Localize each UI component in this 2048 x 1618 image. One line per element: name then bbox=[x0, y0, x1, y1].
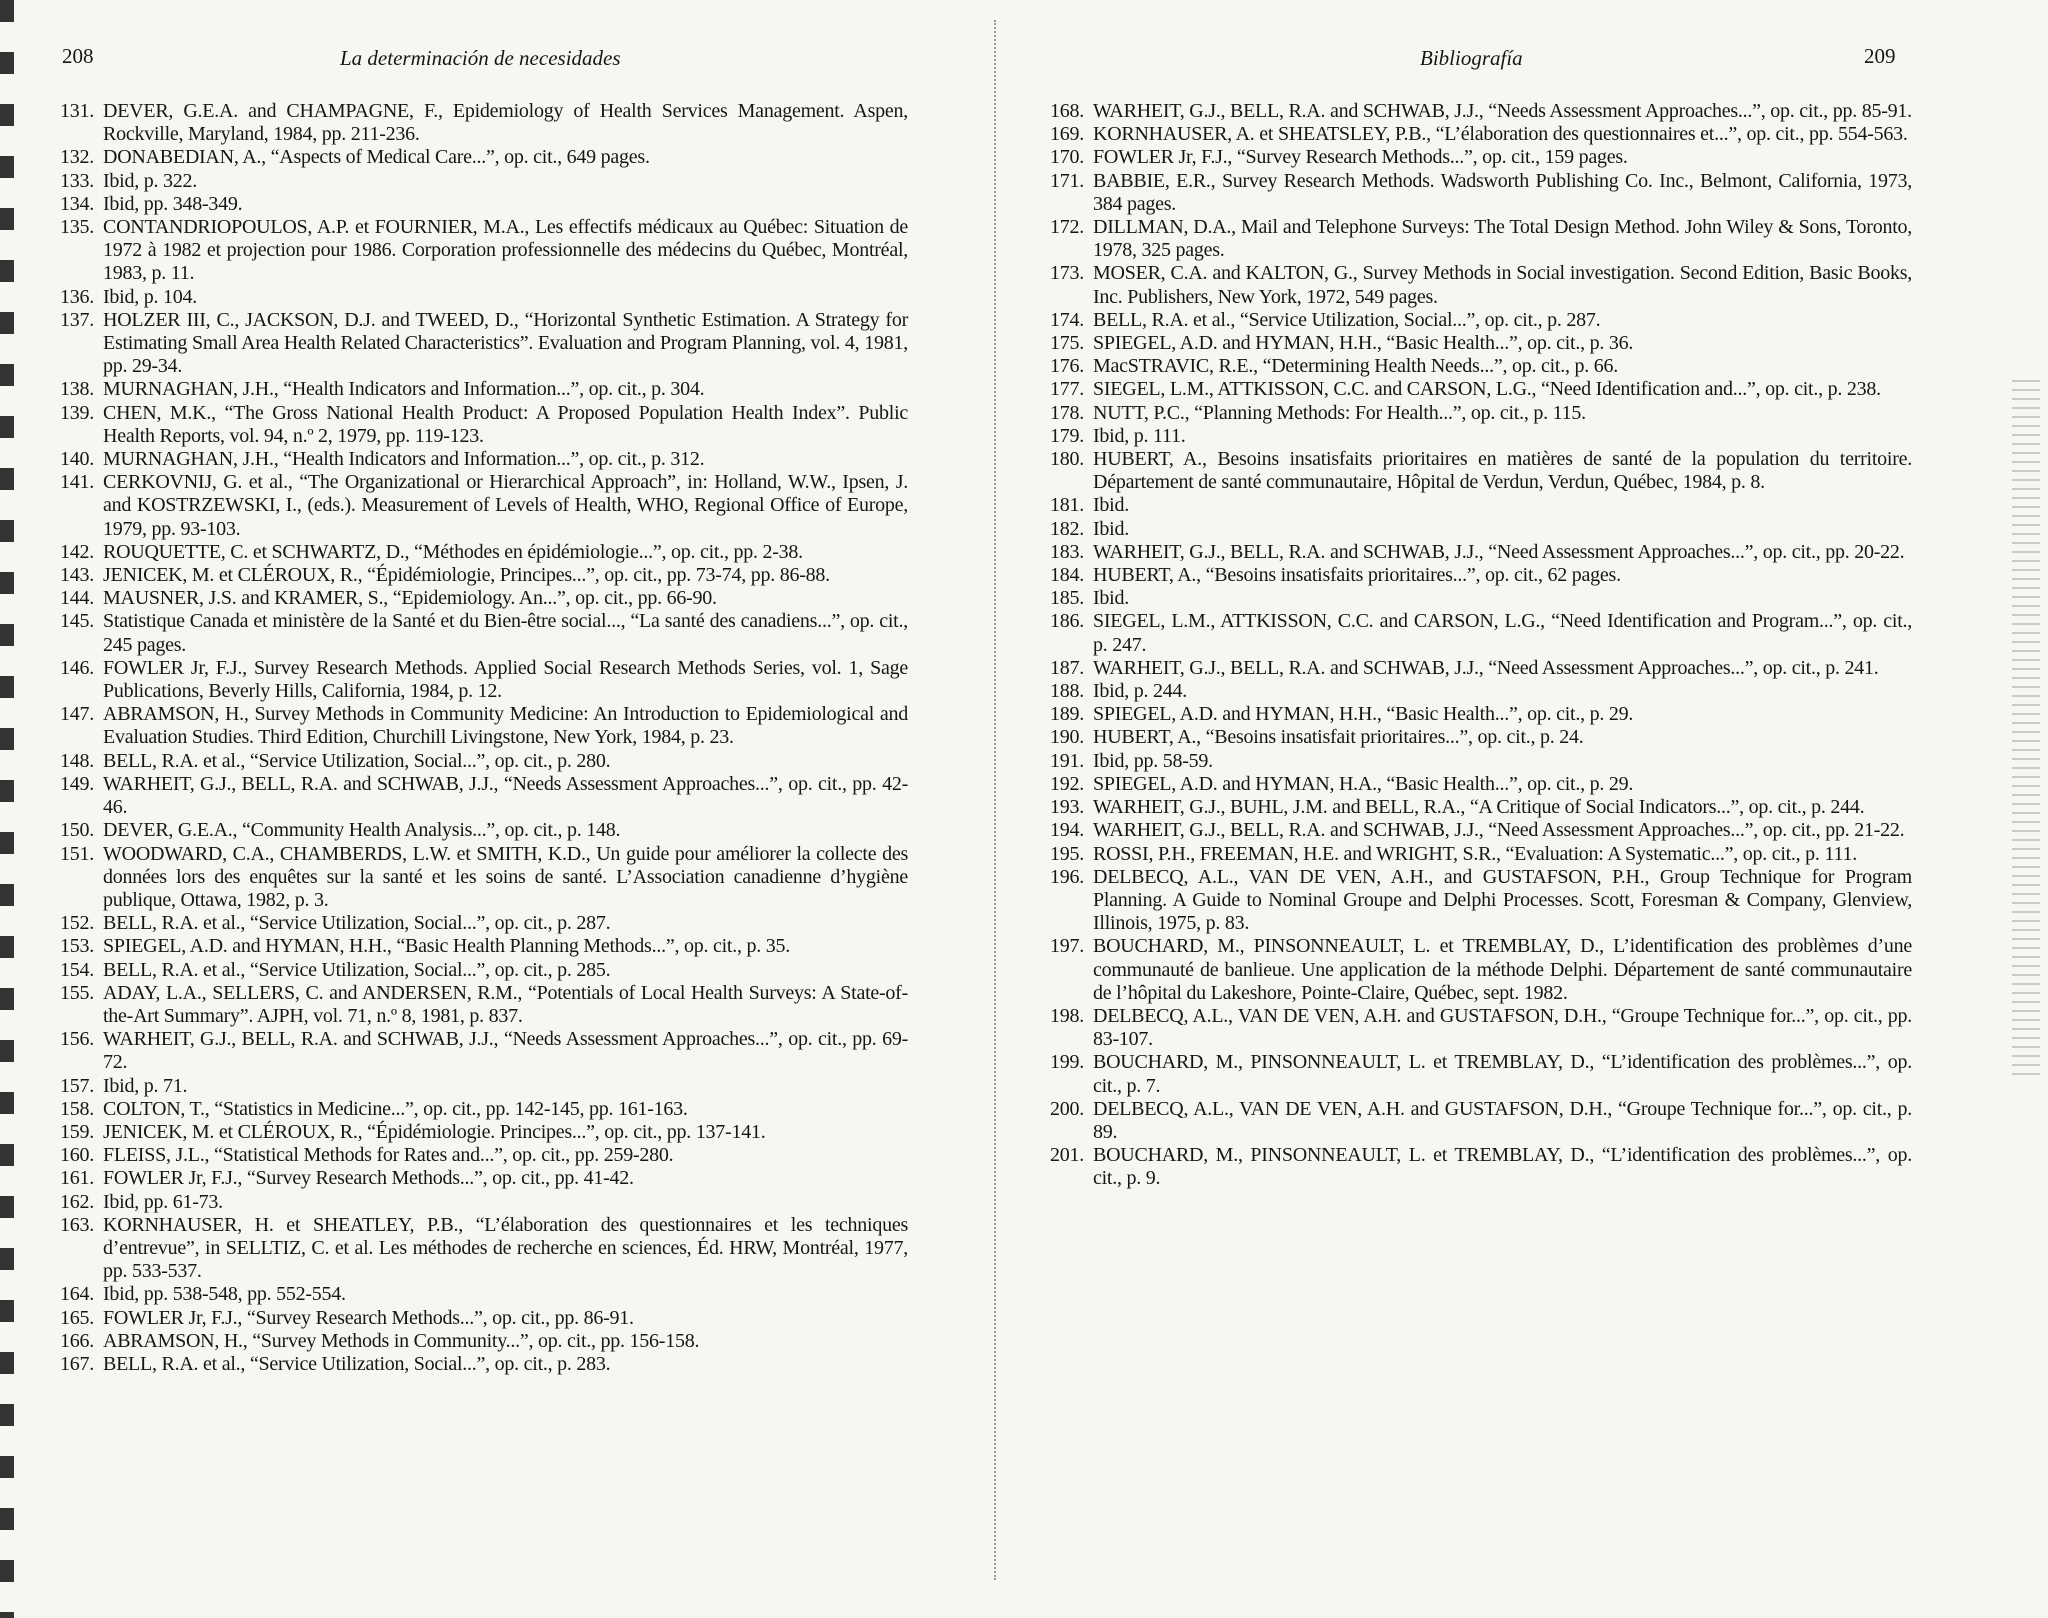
entry-text: FOWLER Jr, F.J., Survey Research Methods. Applied Social Research Methods Series, vol. 1, Sage Publications, Beverly Hills, California, 1984, p. 12. bbox=[103, 656, 908, 703]
entry-number: 165. bbox=[60, 1306, 94, 1329]
entry-number: 182. bbox=[1050, 517, 1084, 540]
entry-number: 195. bbox=[1050, 842, 1084, 865]
entry-number: 183. bbox=[1050, 540, 1084, 563]
entry-number: 152. bbox=[60, 912, 94, 935]
entry-text: BELL, R.A. et al., “Service Utilization, Social...”, op. cit., p. 280. bbox=[103, 749, 611, 772]
entry-number: 175. bbox=[1050, 332, 1084, 355]
entry-number: 149. bbox=[60, 772, 94, 795]
entry-number: 184. bbox=[1050, 564, 1084, 587]
entry-number: 199. bbox=[1050, 1051, 1084, 1074]
bibliography-entry bbox=[1050, 1098, 1912, 1144]
bibliography-entry bbox=[1050, 309, 1912, 332]
entry-number: 135. bbox=[60, 216, 94, 239]
entry-number: 132. bbox=[60, 146, 94, 169]
bibliography-entry bbox=[1050, 1144, 1912, 1190]
entry-number: 146. bbox=[60, 656, 94, 679]
entry-number: 171. bbox=[1050, 169, 1084, 192]
entry-text: Ibid, p. 111. bbox=[1093, 424, 1186, 447]
entry-text: ABRAMSON, H., Survey Methods in Community Medicine: An Introduction to Epidemiological and Evaluation Studies. Third Edition, Churchill Livingstone, New York, 1984, p. 23. bbox=[103, 703, 908, 749]
entry-number: 192. bbox=[1050, 772, 1084, 795]
bibliography-entry bbox=[1050, 935, 1912, 1005]
bibliography-entry bbox=[1050, 448, 1912, 494]
bibliography-entry bbox=[60, 448, 908, 471]
entry-text: NUTT, P.C., “Planning Methods: For Health...”, op. cit., p. 115. bbox=[1093, 401, 1586, 424]
entry-number: 131. bbox=[60, 100, 94, 122]
entry-text: COLTON, T., “Statistics in Medicine...”, op. cit., pp. 142-145, pp. 161-163. bbox=[103, 1097, 688, 1120]
entry-text: ROSSI, P.H., FREEMAN, H.E. and WRIGHT, S.R., “Evaluation: A Systematic...”, op. cit., p. 111. bbox=[1093, 842, 1857, 865]
entry-text: MOSER, C.A. and KALTON, G., Survey Methods in Social investigation. Second Edition, Basic Books, Inc. Publishers, New York, 1972, 549 pages. bbox=[1093, 262, 1912, 308]
bibliography-entry bbox=[60, 100, 908, 146]
entry-text: SIEGEL, L.M., ATTKISSON, C.C. and CARSON, L.G., “Need Identification and...”, op. cit., p. 238. bbox=[1093, 378, 1881, 401]
entry-number: 178. bbox=[1050, 401, 1084, 424]
bibliography-entry bbox=[1050, 726, 1912, 749]
entry-number: 196. bbox=[1050, 865, 1084, 888]
entry-number: 157. bbox=[60, 1074, 94, 1097]
entry-text: HUBERT, A., “Besoins insatisfait prioritaires...”, op. cit., p. 24. bbox=[1093, 726, 1584, 749]
entry-text: HUBERT, A., “Besoins insatisfaits prioritaires...”, op. cit., 62 pages. bbox=[1093, 564, 1621, 587]
bibliography-entry bbox=[1050, 703, 1912, 726]
entry-number: 138. bbox=[60, 378, 94, 401]
bibliography-entry bbox=[1050, 657, 1912, 680]
entry-number: 164. bbox=[60, 1283, 94, 1306]
bibliography-list bbox=[60, 100, 908, 1376]
entry-text: FOWLER Jr, F.J., “Survey Research Methods...”, op. cit., 159 pages. bbox=[1093, 146, 1628, 169]
bibliography-entry bbox=[1050, 773, 1912, 796]
entry-number: 201. bbox=[1050, 1144, 1084, 1167]
bibliography-entry bbox=[1050, 216, 1912, 262]
entry-text: MURNAGHAN, J.H., “Health Indicators and Information...”, op. cit., p. 304. bbox=[103, 378, 705, 401]
entry-text: WARHEIT, G.J., BELL, R.A. and SCHWAB, J.J., “Needs Assessment Approaches...”, op. cit., pp. 42-46. bbox=[103, 772, 908, 819]
entry-number: 194. bbox=[1050, 819, 1084, 842]
bibliography-entry bbox=[60, 146, 908, 169]
bibliography-entry bbox=[60, 541, 908, 564]
entry-number: 189. bbox=[1050, 703, 1084, 726]
bibliography-entry bbox=[60, 1144, 908, 1167]
entry-number: 133. bbox=[60, 169, 94, 192]
entry-number: 160. bbox=[60, 1144, 94, 1167]
bibliography-entry bbox=[60, 564, 908, 587]
entry-text: DELBECQ, A.L., VAN DE VEN, A.H. and GUSTAFSON, D.H., “Groupe Technique for...”, op. cit., p. 89. bbox=[1093, 1097, 1912, 1143]
entry-number: 179. bbox=[1050, 424, 1084, 447]
entry-text: MURNAGHAN, J.H., “Health Indicators and Information...”, op. cit., p. 312. bbox=[103, 448, 705, 471]
bibliography-entry bbox=[60, 982, 908, 1028]
bibliography-entry bbox=[60, 1167, 908, 1190]
entry-text: Ibid, pp. 538-548, pp. 552-554. bbox=[103, 1283, 346, 1306]
entry-text: SPIEGEL, A.D. and HYMAN, H.H., “Basic Health...”, op. cit., p. 29. bbox=[1093, 703, 1634, 726]
entry-number: 143. bbox=[60, 564, 94, 587]
entry-number: 185. bbox=[1050, 587, 1084, 610]
entry-text: JENICEK, M. et CLÉROUX, R., “Épidémiologie, Principes...”, op. cit., pp. 73-74, pp. 86-88. bbox=[103, 564, 830, 587]
entry-number: 191. bbox=[1050, 749, 1084, 772]
entry-text: Ibid. bbox=[1093, 587, 1129, 610]
bibliography-entry bbox=[60, 216, 908, 286]
bibliography-entry bbox=[60, 750, 908, 773]
entry-text: Ibid. bbox=[1093, 517, 1129, 540]
bibliography-entry bbox=[1050, 355, 1912, 378]
page-number: 208 bbox=[62, 44, 94, 68]
entry-number: 159. bbox=[60, 1120, 94, 1143]
bibliography-entry bbox=[60, 309, 908, 379]
entry-text: BELL, R.A. et al., “Service Utilization, Social...”, op. cit., p. 285. bbox=[103, 958, 611, 981]
entry-text: SPIEGEL, A.D. and HYMAN, H.H., “Basic Health Planning Methods...”, op. cit., p. 35. bbox=[103, 935, 790, 958]
bibliography-entry bbox=[1050, 262, 1912, 308]
entry-number: 156. bbox=[60, 1028, 94, 1051]
entry-number: 190. bbox=[1050, 726, 1084, 749]
bibliography-entry bbox=[1050, 750, 1912, 773]
bibliography-entry bbox=[1050, 564, 1912, 587]
bibliography-entry bbox=[1050, 1051, 1912, 1097]
bibliography-entry bbox=[1050, 541, 1912, 564]
entry-number: 177. bbox=[1050, 378, 1084, 401]
right-page bbox=[1010, 0, 2048, 1618]
entry-text: BABBIE, E.R., Survey Research Methods. Wadsworth Publishing Co. Inc., Belmont, California, 1973, 384 pages. bbox=[1093, 169, 1912, 215]
bibliography-entry bbox=[60, 1283, 908, 1306]
entry-text: Ibid, p. 322. bbox=[103, 169, 197, 192]
bibliography-entry bbox=[1050, 332, 1912, 355]
entry-text: Ibid, p. 244. bbox=[1093, 680, 1187, 703]
bibliography-entry bbox=[1050, 123, 1912, 146]
bibliography-entry bbox=[60, 610, 908, 656]
entry-text: JENICEK, M. et CLÉROUX, R., “Épidémiologie. Principes...”, op. cit., pp. 137-141. bbox=[103, 1120, 766, 1143]
bibliography-entry bbox=[60, 378, 908, 401]
entry-number: 137. bbox=[60, 308, 94, 331]
entry-number: 154. bbox=[60, 958, 94, 981]
entry-text: CHEN, M.K., “The Gross National Health Product: A Proposed Population Health Index”. Public Health Reports, vol. 94, n.º 2, 1979, pp. 119-123. bbox=[103, 401, 908, 447]
bibliography-entry bbox=[60, 1330, 908, 1353]
bibliography-entry bbox=[60, 587, 908, 610]
bibliography-entry bbox=[60, 1075, 908, 1098]
entry-number: 167. bbox=[60, 1352, 94, 1375]
entry-text: DELBECQ, A.L., VAN DE VEN, A.H. and GUSTAFSON, D.H., “Groupe Technique for...”, op. cit., pp. 83-107. bbox=[1093, 1004, 1912, 1051]
entry-text: ABRAMSON, H., “Survey Methods in Community...”, op. cit., pp. 156-158. bbox=[103, 1329, 700, 1352]
bibliography-entry bbox=[60, 843, 908, 913]
entry-number: 161. bbox=[60, 1167, 94, 1190]
entry-number: 169. bbox=[1050, 123, 1084, 146]
entry-text: DEVER, G.E.A., “Community Health Analysis...”, op. cit., p. 148. bbox=[103, 819, 621, 842]
entry-number: 180. bbox=[1050, 448, 1084, 471]
bibliography-entry bbox=[60, 286, 908, 309]
entry-text: Ibid, p. 104. bbox=[103, 285, 197, 308]
bibliography-entry bbox=[60, 170, 908, 193]
entry-number: 200. bbox=[1050, 1097, 1084, 1120]
entry-text: KORNHAUSER, A. et SHEATSLEY, P.B., “L’élaboration des questionnaires et...”, op. cit., pp. 554-563. bbox=[1093, 123, 1908, 146]
entry-text: CERKOVNIJ, G. et al., “The Organizational or Hierarchical Approach”, in: Holland, W.W., Ipsen, J. and KOSTRZEWSKI, I., (eds.). Measurement of Levels of Health, WHO, Regional Office of Europe, 1979, pp. 93-103. bbox=[103, 471, 908, 540]
entry-text: FOWLER Jr, F.J., “Survey Research Methods...”, op. cit., pp. 41-42. bbox=[103, 1167, 634, 1190]
entry-number: 197. bbox=[1050, 935, 1084, 958]
bibliography-entry bbox=[1050, 587, 1912, 610]
entry-number: 168. bbox=[1050, 100, 1084, 122]
bibliography-list bbox=[1050, 100, 1912, 1191]
entry-number: 193. bbox=[1050, 796, 1084, 819]
entry-number: 188. bbox=[1050, 680, 1084, 703]
bibliography-entry bbox=[60, 935, 908, 958]
entry-text: SPIEGEL, A.D. and HYMAN, H.H., “Basic Health...”, op. cit., p. 36. bbox=[1093, 332, 1634, 355]
bibliography-entry bbox=[60, 1353, 908, 1376]
bibliography-entry bbox=[60, 1214, 908, 1284]
entry-text: BOUCHARD, M., PINSONNEAULT, L. et TREMBLAY, D., “L’identification des problèmes...”, op. cit., p. 7. bbox=[1093, 1051, 1912, 1097]
bibliography-entry bbox=[60, 193, 908, 216]
entry-text: Ibid, pp. 61-73. bbox=[103, 1190, 223, 1213]
entry-number: 147. bbox=[60, 703, 94, 726]
bibliography-entry bbox=[1050, 866, 1912, 936]
entry-text: DEVER, G.E.A. and CHAMPAGNE, F., Epidemiology of Health Services Management. Aspen, Rockville, Maryland, 1984, pp. 211-236. bbox=[103, 100, 908, 146]
entry-text: BOUCHARD, M., PINSONNEAULT, L. et TREMBLAY, D., L’identification des problèmes d’une communauté de banlieue. Une application de la méthode Delphi. Département de santé communautaire de l’hôpital du Lakeshore, Pointe-Claire, Québec, sept. 1982. bbox=[1093, 935, 1912, 1004]
entry-text: CONTANDRIOPOULOS, A.P. et FOURNIER, M.A., Les effectifs médicaux au Québec: Situation de 1972 à 1982 et projection pour 1986. Corporation professionnelle des médecins du Québec, Montréal, 1983, p. 11. bbox=[103, 216, 908, 285]
bibliography-entry bbox=[60, 402, 908, 448]
entry-number: 162. bbox=[60, 1190, 94, 1213]
bibliography-entry bbox=[1050, 425, 1912, 448]
bibliography-entry bbox=[1050, 680, 1912, 703]
entry-number: 142. bbox=[60, 540, 94, 563]
entry-number: 181. bbox=[1050, 494, 1084, 517]
entry-text: WARHEIT, G.J., BELL, R.A. and SCHWAB, J.J., “Need Assessment Approaches...”, op. cit., pp. 21-22. bbox=[1093, 819, 1905, 842]
entry-text: Ibid. bbox=[1093, 494, 1129, 517]
entry-text: BOUCHARD, M., PINSONNEAULT, L. et TREMBLAY, D., “L’identification des problèmes...”, op. cit., p. 9. bbox=[1093, 1144, 1912, 1190]
bibliography-entry bbox=[1050, 100, 1912, 123]
entry-number: 187. bbox=[1050, 656, 1084, 679]
entry-text: MacSTRAVIC, R.E., “Determining Health Needs...”, op. cit., p. 66. bbox=[1093, 355, 1618, 378]
left-page bbox=[0, 0, 1000, 1618]
entry-number: 139. bbox=[60, 401, 94, 424]
entry-number: 148. bbox=[60, 749, 94, 772]
bibliography-entry bbox=[1050, 819, 1912, 842]
bibliography-entry bbox=[1050, 402, 1912, 425]
entry-text: HOLZER III, C., JACKSON, D.J. and TWEED, D., “Horizontal Synthetic Estimation. A Strategy for Estimating Small Area Health Related Characteristics”. Evaluation and Program Planning, vol. 4, 1981, pp. 29-34. bbox=[103, 308, 908, 378]
entry-text: WARHEIT, G.J., BUHL, J.M. and BELL, R.A., “A Critique of Social Indicators...”, op. cit., p. 244. bbox=[1093, 796, 1865, 819]
entry-number: 141. bbox=[60, 471, 94, 494]
entry-number: 151. bbox=[60, 842, 94, 865]
entry-number: 134. bbox=[60, 192, 94, 215]
running-title: Bibliografía bbox=[1420, 46, 1523, 70]
entry-text: ROUQUETTE, C. et SCHWARTZ, D., “Méthodes en épidémiologie...”, op. cit., pp. 2-38. bbox=[103, 540, 803, 563]
entry-text: KORNHAUSER, H. et SHEATLEY, P.B., “L’élaboration des questionnaires et les techniques d’entrevue”, in SELLTIZ, C. et al. Les méthodes de recherche en sciences, Éd. HRW, Montréal, 1977, pp. 533-537. bbox=[103, 1213, 908, 1283]
bibliography-entry bbox=[60, 1098, 908, 1121]
bibliography-entry bbox=[1050, 796, 1912, 819]
bibliography-entry bbox=[60, 1121, 908, 1144]
bibliography-entry bbox=[60, 1307, 908, 1330]
entry-number: 198. bbox=[1050, 1004, 1084, 1027]
entry-text: BELL, R.A. et al., “Service Utilization, Social...”, op. cit., p. 287. bbox=[1093, 308, 1601, 331]
entry-text: Ibid, pp. 348-349. bbox=[103, 192, 243, 215]
entry-text: WOODWARD, C.A., CHAMBERDS, L.W. et SMITH, K.D., Un guide pour améliorer la collecte des données lors des enquêtes sur la santé et les soins de santé. L’Association canadienne d’hygiène publique, Ottawa, 1982, p. 3. bbox=[103, 842, 908, 911]
entry-text: SIEGEL, L.M., ATTKISSON, C.C. and CARSON, L.G., “Need Identification and Program...”, op. cit., p. 247. bbox=[1093, 610, 1912, 656]
bibliography-entry bbox=[60, 657, 908, 703]
bibliography-entry bbox=[1050, 843, 1912, 866]
entry-number: 163. bbox=[60, 1213, 94, 1236]
running-title: La determinación de necesidades bbox=[340, 46, 621, 70]
page-number: 209 bbox=[1864, 44, 1896, 68]
entry-number: 140. bbox=[60, 448, 94, 471]
entry-text: Ibid, p. 71. bbox=[103, 1074, 188, 1097]
bibliography-entry bbox=[1050, 610, 1912, 656]
entry-number: 176. bbox=[1050, 355, 1084, 378]
entry-number: 136. bbox=[60, 285, 94, 308]
bibliography-entry bbox=[60, 1191, 908, 1214]
bibliography-entry bbox=[1050, 494, 1912, 517]
bibliography-entry bbox=[1050, 146, 1912, 169]
entry-number: 155. bbox=[60, 981, 94, 1004]
entry-text: BELL, R.A. et al., “Service Utilization, Social...”, op. cit., p. 287. bbox=[103, 912, 611, 935]
entry-number: 166. bbox=[60, 1329, 94, 1352]
entry-text: WARHEIT, G.J., BELL, R.A. and SCHWAB, J.J., “Need Assessment Approaches...”, op. cit., p. 241. bbox=[1093, 656, 1879, 679]
entry-text: WARHEIT, G.J., BELL, R.A. and SCHWAB, J.J., “Needs Assessment Approaches...”, op. cit., pp. 85-91. bbox=[1093, 100, 1912, 122]
entry-number: 174. bbox=[1050, 308, 1084, 331]
entry-text: DELBECQ, A.L., VAN DE VEN, A.H., and GUSTAFSON, P.H., Group Technique for Program Planning. A Guide to Nominal Groupe and Delphi Processes. Scott, Foresman & Company, Glenview, Illinois, 1975, p. 83. bbox=[1093, 865, 1912, 935]
entry-number: 144. bbox=[60, 587, 94, 610]
entry-number: 170. bbox=[1050, 146, 1084, 169]
bibliography-entry bbox=[60, 1028, 908, 1074]
entry-number: 145. bbox=[60, 610, 94, 633]
entry-text: BELL, R.A. et al., “Service Utilization, Social...”, op. cit., p. 283. bbox=[103, 1352, 611, 1375]
entry-number: 172. bbox=[1050, 216, 1084, 239]
entry-text: FOWLER Jr, F.J., “Survey Research Methods...”, op. cit., pp. 86-91. bbox=[103, 1306, 634, 1329]
bibliography-entry bbox=[60, 471, 908, 541]
bibliography-entry bbox=[60, 959, 908, 982]
entry-number: 173. bbox=[1050, 262, 1084, 285]
bibliography-entry bbox=[60, 773, 908, 819]
entry-text: HUBERT, A., Besoins insatisfaits prioritaires en matières de santé de la population du territoire. Département de santé communautaire, Hôpital de Verdun, Verdun, Québec, 1984, p. 8. bbox=[1093, 448, 1912, 494]
bibliography-entry bbox=[60, 819, 908, 842]
bibliography-entry bbox=[60, 912, 908, 935]
bibliography-entry bbox=[1050, 378, 1912, 401]
bibliography-entry bbox=[1050, 1005, 1912, 1051]
entry-text: DILLMAN, D.A., Mail and Telephone Surveys: The Total Design Method. John Wiley & Sons, Toronto, 1978, 325 pages. bbox=[1093, 216, 1912, 262]
entry-text: WARHEIT, G.J., BELL, R.A. and SCHWAB, J.J., “Need Assessment Approaches...”, op. cit., pp. 20-22. bbox=[1093, 540, 1905, 563]
entry-text: Statistique Canada et ministère de la Santé et du Bien-être social..., “La santé des canadiens...”, op. cit., 245 pages. bbox=[103, 610, 908, 656]
bibliography-entry bbox=[1050, 518, 1912, 541]
entry-text: MAUSNER, J.S. and KRAMER, S., “Epidemiology. An...”, op. cit., pp. 66-90. bbox=[103, 587, 717, 610]
entry-text: DONABEDIAN, A., “Aspects of Medical Care...”, op. cit., 649 pages. bbox=[103, 146, 650, 169]
scan-edge-noise bbox=[2012, 380, 2040, 1080]
entry-number: 150. bbox=[60, 819, 94, 842]
entry-number: 158. bbox=[60, 1097, 94, 1120]
entry-text: FLEISS, J.L., “Statistical Methods for Rates and...”, op. cit., pp. 259-280. bbox=[103, 1144, 674, 1167]
entry-number: 186. bbox=[1050, 610, 1084, 633]
entry-number: 153. bbox=[60, 935, 94, 958]
entry-text: SPIEGEL, A.D. and HYMAN, H.A., “Basic Health...”, op. cit., p. 29. bbox=[1093, 772, 1634, 795]
bibliography-entry bbox=[1050, 170, 1912, 216]
entry-text: WARHEIT, G.J., BELL, R.A. and SCHWAB, J.J., “Needs Assessment Approaches...”, op. cit., pp. 69-72. bbox=[103, 1028, 908, 1074]
entry-text: Ibid, pp. 58-59. bbox=[1093, 749, 1213, 772]
bibliography-entry bbox=[60, 703, 908, 749]
entry-text: ADAY, L.A., SELLERS, C. and ANDERSEN, R.M., “Potentials of Local Health Surveys: A State-of-the-Art Summary”. AJPH, vol. 71, n.º 8, 1981, p. 837. bbox=[103, 981, 908, 1027]
